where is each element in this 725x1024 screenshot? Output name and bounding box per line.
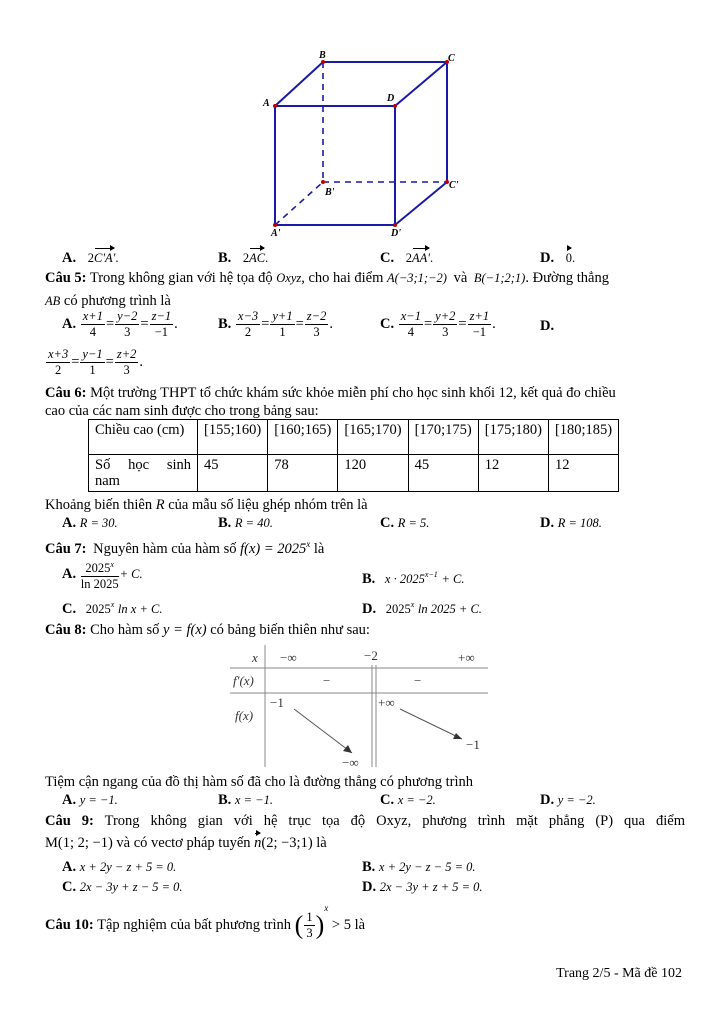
vt-f-label: f(x) xyxy=(235,708,254,723)
q5-a-x-den: 4 xyxy=(89,325,96,339)
q9-normal-vector: n xyxy=(254,835,262,851)
q9-line2 xyxy=(45,834,327,852)
vt-f-right-bottom: −1 xyxy=(466,737,480,752)
q7-option-a-num: 2025 xyxy=(85,561,111,576)
q5-option-a-frac-y xyxy=(115,309,139,340)
q7-option-d-tail: ln 2025 + C. xyxy=(417,601,482,616)
q6-label: Câu 6: xyxy=(45,385,87,401)
q7-option-b xyxy=(362,566,464,588)
cube-label-A-prime: A' xyxy=(271,228,281,239)
q9-option-d-text: 2x − 3y + z + 5 = 0. xyxy=(379,880,483,894)
variation-table xyxy=(230,645,490,770)
q5-option-d-expression: $\frac{x+3}{2}$ = $\frac{y-1}{1}$ = $\frac{z+2}{3}$ . xyxy=(48,347,144,377)
vt-sign-right: − xyxy=(414,673,422,688)
q5-a-x-num: x+1 xyxy=(82,309,103,323)
q8-option-d-letter: D. xyxy=(540,792,555,808)
q9-option-a-letter: A. xyxy=(62,859,77,875)
q10-sup: x xyxy=(324,903,329,913)
q6-option-d-text: R = 108. xyxy=(557,516,602,530)
vt-f-left-top: −1 xyxy=(270,695,284,710)
q5-label: Câu 5: xyxy=(45,270,87,286)
q8-option-b xyxy=(218,791,273,809)
q10-den: 3 xyxy=(306,926,313,941)
q5-option-a: A. $\frac{x+1}{4}$ = $\frac{y-2}{3}$ = $\frac{z-1}{-1}$ . xyxy=(62,309,178,339)
q10-text: Tập nghiệm của bất phương trình xyxy=(97,917,292,933)
q7-option-c xyxy=(62,596,162,618)
q5-b-z-num: z−2 xyxy=(306,309,327,323)
q4-option-c-coef: 2 xyxy=(405,251,412,265)
q5-option-b-frac-x xyxy=(236,309,260,340)
q8-option-a-letter: A. xyxy=(62,792,77,808)
q8-option-c-letter: C. xyxy=(380,792,395,808)
cube-label-B: B xyxy=(319,50,326,61)
q8-question-2: Tiệm cận ngang của đồ thị hàm số đã cho là đường thẳng có phương trình xyxy=(45,774,473,790)
q6-option-d-letter: D. xyxy=(540,515,555,531)
q8-option-b-text: x = −1. xyxy=(234,793,273,807)
q8-option-a xyxy=(62,791,118,809)
table-cell: [165;170) xyxy=(338,420,408,455)
q9-label: Câu 9: xyxy=(45,813,94,829)
q5-d-y-num: y−1 xyxy=(82,347,103,361)
q7-option-c-letter: C. xyxy=(62,600,77,617)
table-cell: 12 xyxy=(548,455,618,492)
q5-b-x-num: x−3 xyxy=(237,309,259,323)
q7-fx-sup: x xyxy=(306,539,311,549)
vt-x-label: x xyxy=(252,650,258,665)
q8-option-b-letter: B. xyxy=(218,792,232,808)
q4-option-d-tail: . xyxy=(571,251,576,265)
q4-option-c-vector: AA' xyxy=(411,251,430,265)
q6-option-c xyxy=(380,514,429,532)
q8-option-c-text: x = −2. xyxy=(397,793,436,807)
q5-oxyz: Oxyz xyxy=(276,271,302,285)
q8-tail: có bảng biến thiên như sau: xyxy=(210,622,370,638)
cube-figure xyxy=(255,50,470,245)
table-cell: 12 xyxy=(478,455,548,492)
q9-option-c-letter: C. xyxy=(62,879,77,895)
q6-question-pre: Khoảng biến thiên xyxy=(45,497,153,513)
q5-option-d-letter: D. xyxy=(540,318,555,334)
cube-label-B-prime: B' xyxy=(325,187,335,198)
table-cell: 45 xyxy=(198,455,268,492)
q7-option-a-frac xyxy=(81,557,119,592)
q7-option-a-tail: + C. xyxy=(119,566,143,581)
q6-text1: Một trường THPT tổ chức khám sức khỏe miễn phí cho học sinh khối 12, kết quả đo chiều xyxy=(90,385,616,401)
q10-num: 1 xyxy=(306,910,313,925)
q5-a-y-num: y−2 xyxy=(117,309,138,323)
q7-option-d-letter: D. xyxy=(362,600,377,617)
q7-text: Nguyên hàm của hàm số xyxy=(93,540,237,557)
q5-d-z-num: z+2 xyxy=(116,347,137,361)
q7-question xyxy=(45,535,324,558)
q4-option-a xyxy=(62,249,118,267)
table-cell: [180;185) xyxy=(548,420,618,455)
q4-option-c-letter: C. xyxy=(380,250,395,266)
q6-option-b-text: R = 40. xyxy=(234,516,273,530)
q7-option-d-pre: 2025 xyxy=(385,601,411,616)
q4-option-b xyxy=(218,249,268,267)
q9-option-c-text: 2x − 3y + z − 5 = 0. xyxy=(79,880,183,894)
q7-fx: f(x) = 2025 xyxy=(240,540,307,557)
q5-c-z-num: z+1 xyxy=(469,309,490,323)
q5-text2: , cho hai điểm xyxy=(301,270,384,286)
q9-text1: Trong không gian với hệ trục tọa độ Oxyz, phương trình mặt phẳng (P) qua điểm xyxy=(104,813,685,829)
q5-option-c: C. $\frac{x-1}{4}$ = $\frac{y+2}{3}$ = $\frac{z+1}{-1}$ . xyxy=(380,309,496,339)
q4-option-d-vector: 0 xyxy=(565,251,572,265)
table-header-count: Số học sinh nam xyxy=(89,455,198,492)
q5-b-y-num: y+1 xyxy=(272,309,293,323)
q5-option-d xyxy=(540,318,554,335)
q8-question xyxy=(45,621,370,639)
q5-text3: . Đường thẳng xyxy=(525,270,609,286)
q4-option-b-letter: B. xyxy=(218,250,232,266)
q6-option-c-letter: C. xyxy=(380,515,395,531)
vt-fprime-label: f′(x) xyxy=(233,673,254,688)
q6-option-a xyxy=(62,514,118,532)
q7-option-d-sup: x xyxy=(410,600,415,609)
q10-tail: > 5 là xyxy=(331,917,366,933)
table-cell: [170;175) xyxy=(408,420,478,455)
q9-option-d-letter: D. xyxy=(362,879,377,895)
table-cell: 120 xyxy=(338,455,408,492)
q7-option-a-sup: x xyxy=(110,560,114,569)
vt-x-minus2: −2 xyxy=(364,648,378,663)
q7-option-b-tail: + C. xyxy=(441,571,465,586)
q8-label: Câu 8: xyxy=(45,622,87,638)
q5-b-z-den: 3 xyxy=(313,325,320,339)
q5-line1 xyxy=(45,269,609,287)
q5-option-c-letter: C. xyxy=(380,315,395,332)
q7-option-b-letter: B. xyxy=(362,570,376,587)
table-row xyxy=(89,420,619,455)
q7-option-a-letter: A. xyxy=(62,565,77,582)
q7-option-c-tail: ln x + C. xyxy=(117,601,163,616)
q5-c-z-den: −1 xyxy=(472,325,487,339)
cube-label-C-prime: C' xyxy=(449,180,459,191)
q5-a-z-num: z−1 xyxy=(151,309,172,323)
q6-question-post: của mẫu số liệu ghép nhóm trên là xyxy=(168,497,368,513)
q7-option-b-pre: x · 2025 xyxy=(384,571,425,586)
table-header-height: Chiều cao (cm) xyxy=(89,420,198,455)
q5-point-b: B(−1;2;1) xyxy=(473,271,526,285)
q9-text2-post: (2; −3;1) là xyxy=(261,835,327,851)
q9-option-b-text: x + 2y − z − 5 = 0. xyxy=(378,860,476,874)
q9-line1 xyxy=(45,812,685,830)
q4-option-a-letter: A. xyxy=(62,250,77,266)
vt-x-pos-inf: +∞ xyxy=(458,650,475,665)
q5-option-a-frac-z xyxy=(150,309,174,340)
q7-option-a-den: ln 2025 xyxy=(80,577,119,592)
q4-option-b-vector: AC xyxy=(249,251,266,265)
q5-b-y-den: 1 xyxy=(279,325,286,339)
q5-c-x-num: x−1 xyxy=(400,309,421,323)
q6-option-d xyxy=(540,514,602,532)
q8-text: Cho hàm số xyxy=(90,622,160,638)
q5-b-x-den: 2 xyxy=(244,325,252,339)
q9-option-a xyxy=(62,858,176,876)
q5-option-a-letter: A. xyxy=(62,315,77,332)
q9-text2-pre: M(1; 2; −1) và có vectơ pháp tuyến xyxy=(45,835,251,851)
table-cell: 78 xyxy=(268,455,338,492)
q5-c-y-den: 3 xyxy=(442,325,449,339)
q5-c-y-num: y+2 xyxy=(435,309,456,323)
q6-question xyxy=(45,496,368,514)
q5-option-c-frac-x xyxy=(399,309,423,340)
q9-option-c xyxy=(62,878,183,896)
q10-label: Câu 10: xyxy=(45,917,94,933)
q10-fraction xyxy=(304,910,314,941)
q5-option-d-frac-x xyxy=(46,347,70,378)
table-cell: [160;165) xyxy=(268,420,338,455)
q5-a-y-den: 3 xyxy=(124,325,131,339)
vt-f-left-bottom: −∞ xyxy=(342,755,359,770)
q6-option-b-letter: B. xyxy=(218,515,232,531)
q8-option-d xyxy=(540,791,596,809)
q5-line2 xyxy=(45,292,171,310)
table-cell: 45 xyxy=(408,455,478,492)
q8-option-a-text: y = −1. xyxy=(79,793,118,807)
q5-d-x-den: 2 xyxy=(54,363,62,377)
q4-option-a-coef: 2 xyxy=(87,251,94,265)
vt-f-right-top: +∞ xyxy=(378,695,395,710)
cube-label-C: C xyxy=(448,53,455,64)
q5-d-x-num: x+3 xyxy=(48,347,69,361)
q5-option-a-frac-x xyxy=(81,309,105,340)
q5-text4: có phương trình là xyxy=(63,293,171,309)
q4-option-a-vector: C'A' xyxy=(93,251,116,265)
q9-option-a-text: x + 2y − z + 5 = 0. xyxy=(79,860,177,874)
height-frequency-table xyxy=(88,419,619,492)
q6-option-c-text: R = 5. xyxy=(397,516,430,530)
table-cell: [155;160) xyxy=(198,420,268,455)
q5-d-z-den: 3 xyxy=(123,363,130,377)
q4-option-a-tail: . xyxy=(115,251,119,265)
q6-line1 xyxy=(45,384,616,402)
cube-label-D-prime: D' xyxy=(391,228,401,239)
q8-fx: y = f(x) xyxy=(163,622,207,638)
q4-option-d-letter: D. xyxy=(540,250,555,266)
q5-option-b: B. $\frac{x-3}{2}$ = $\frac{y+1}{1}$ = $\frac{z-2}{3}$ . xyxy=(218,309,333,339)
q5-option-b-frac-y xyxy=(270,309,294,340)
q8-option-c xyxy=(380,791,436,809)
q9-option-b xyxy=(362,858,476,876)
q5-text1: Trong không gian với hệ tọa độ xyxy=(89,270,273,286)
q5-a-z-den: −1 xyxy=(154,325,169,339)
q5-point-a: A(−3;1;−2) xyxy=(387,271,447,285)
q7-option-c-pre: 2025 xyxy=(85,601,111,616)
q5-option-c-frac-y xyxy=(433,309,457,340)
q7-option-c-sup: x xyxy=(110,600,115,609)
q5-and: và xyxy=(453,270,468,286)
q6-option-a-letter: A. xyxy=(62,515,77,531)
q4-option-b-tail: . xyxy=(265,251,269,265)
q4-option-b-coef: 2 xyxy=(242,251,250,265)
q6-option-a-text: R = 30. xyxy=(79,516,118,530)
q7-tail: là xyxy=(313,540,325,557)
vt-sign-left: − xyxy=(323,673,331,688)
q5-ab: AB xyxy=(45,294,61,308)
page-footer: Trang 2/5 - Mã đề 102 xyxy=(556,966,682,981)
q4-option-d xyxy=(540,249,575,267)
cube-label-D: D xyxy=(387,93,395,104)
q4-option-c xyxy=(380,249,433,267)
q6-option-b xyxy=(218,514,273,532)
q6-line2: cao của các nam sinh được cho trong bảng sau: xyxy=(45,403,319,419)
vt-x-neg-inf: −∞ xyxy=(280,650,297,665)
q5-option-b-letter: B. xyxy=(218,315,232,332)
q5-option-d-frac-y xyxy=(80,347,104,378)
q6-r: R xyxy=(155,497,165,513)
q5-d-y-den: 1 xyxy=(89,363,96,377)
q7-option-d xyxy=(362,596,482,618)
q10-question: Câu 10: Tập nghiệm của bất phương trình ( $\frac{1}{3}$ )$^x$ > 5 là xyxy=(45,903,366,941)
q8-option-d-text: y = −2. xyxy=(557,793,596,807)
table-cell: [175;180) xyxy=(478,420,548,455)
q4-option-c-tail: . xyxy=(429,251,434,265)
q7-option-a xyxy=(62,557,143,592)
cube-label-A: A xyxy=(263,98,270,109)
q9-option-d xyxy=(362,878,483,896)
q5-option-b-frac-z xyxy=(305,309,329,340)
q7-option-b-sup: x−1 xyxy=(424,570,438,579)
q5-option-c-frac-z xyxy=(468,309,492,340)
q9-option-b-letter: B. xyxy=(362,859,376,875)
q7-label: Câu 7: xyxy=(45,540,87,557)
q5-option-d-frac-z xyxy=(115,347,139,378)
q5-c-x-den: 4 xyxy=(407,325,414,339)
table-row xyxy=(89,455,619,492)
